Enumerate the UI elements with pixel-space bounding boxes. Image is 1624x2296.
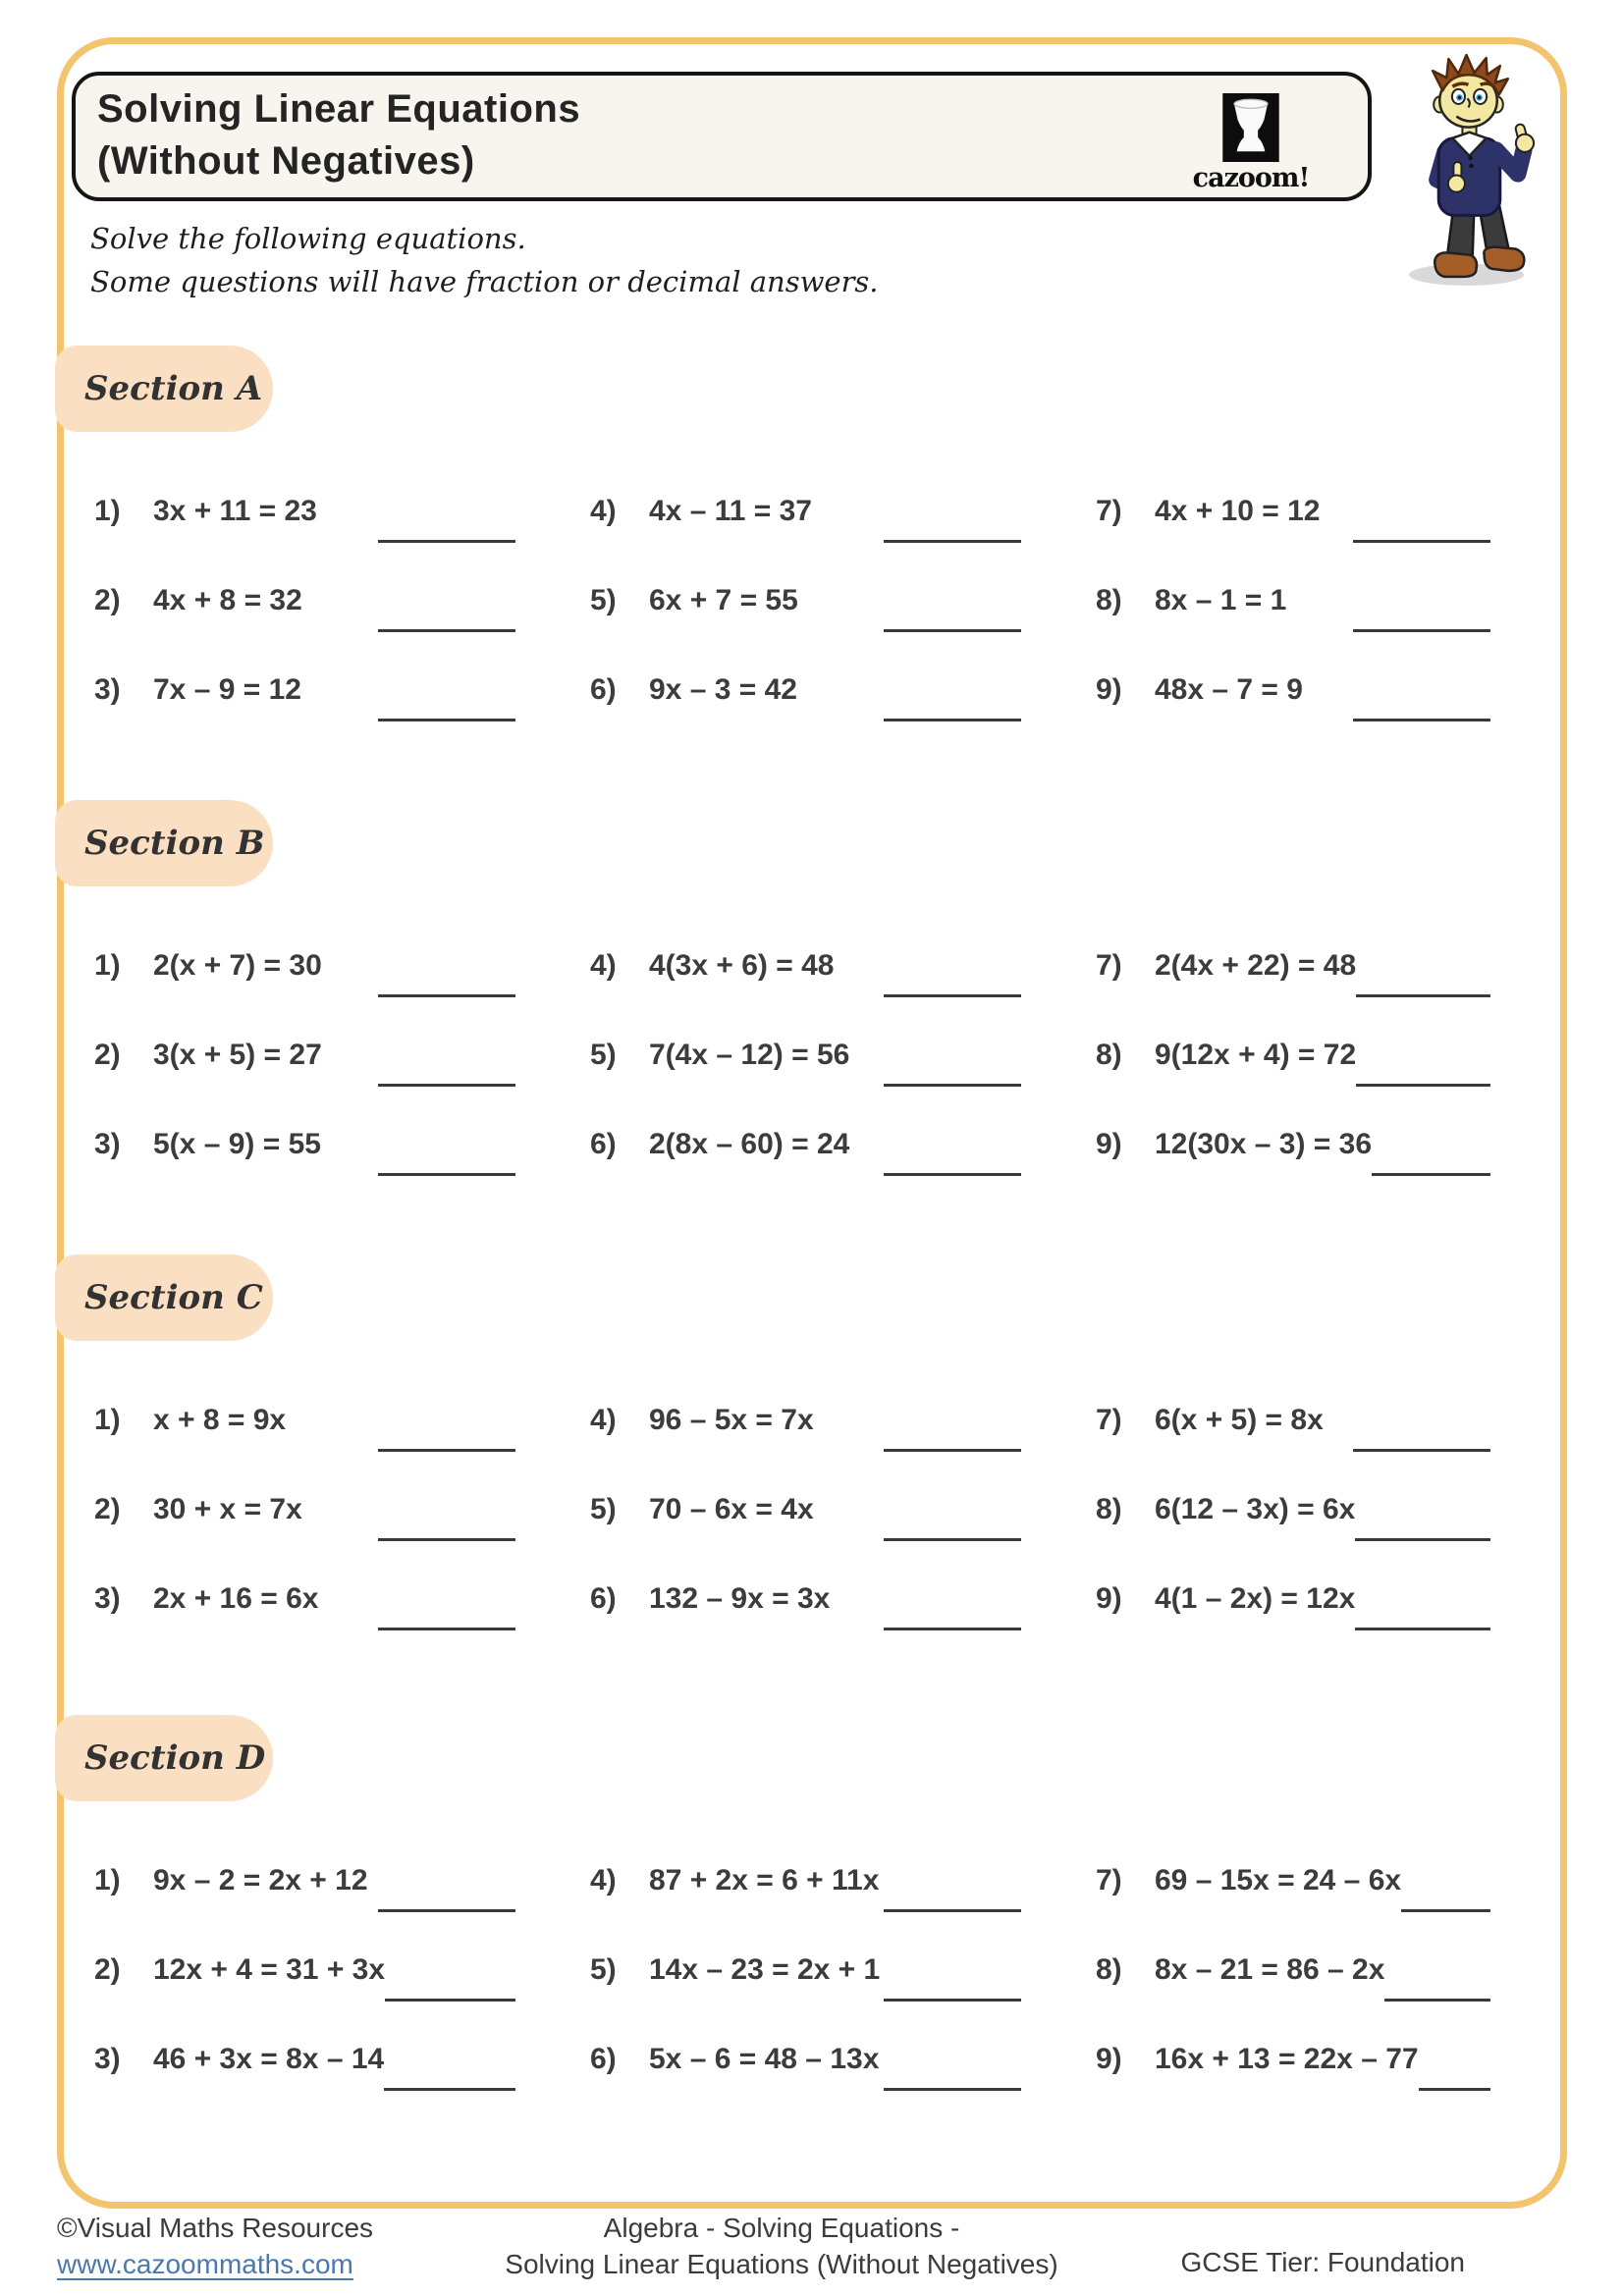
question: [590, 584, 1096, 645]
question-number: 4): [590, 495, 617, 527]
question: [1096, 2043, 1565, 2104]
footer-topic-line1: Algebra - Solving Equations -: [603, 2213, 960, 2243]
answer-line: [1419, 2088, 1490, 2091]
answer-line: [884, 994, 1021, 997]
question: [1096, 949, 1565, 1010]
question: [1096, 495, 1565, 556]
answer-line: [378, 719, 515, 721]
question: [94, 584, 590, 645]
question: [94, 1582, 590, 1643]
question: [590, 1864, 1096, 1925]
answer-line: [385, 1999, 515, 2002]
question-number: 3): [94, 2043, 121, 2075]
answer-line: [1355, 1538, 1490, 1541]
question: [590, 1404, 1096, 1465]
equation-text: 69 – 15x = 24 – 6x: [1155, 1864, 1402, 1896]
equation-text: 5(x – 9) = 55: [153, 1128, 321, 1160]
footer-topic: [389, 2211, 1174, 2283]
question-number: 6): [590, 673, 617, 706]
question-number: 7): [1096, 949, 1122, 982]
question: [1096, 673, 1565, 734]
question-number: 2): [94, 1953, 121, 1986]
instructions-line1: Solve the following equations.: [90, 222, 526, 255]
question-number: 9): [1096, 2043, 1122, 2075]
question: [94, 673, 590, 734]
footer-topic-line2: Solving Linear Equations (Without Negatives): [505, 2248, 1058, 2279]
answer-line: [884, 1999, 1021, 2002]
question-number: 3): [94, 1582, 121, 1615]
section-label: Section A: [55, 346, 273, 432]
question: [590, 673, 1096, 734]
question: [590, 1039, 1096, 1099]
question-number: 4): [590, 1404, 617, 1436]
question-number: 7): [1096, 495, 1122, 527]
equation-text: 4x + 8 = 32: [153, 584, 302, 616]
question-number: 6): [590, 2043, 617, 2075]
question-number: 8): [1096, 584, 1122, 616]
answer-line: [884, 1909, 1021, 1912]
equation-text: 2(4x + 22) = 48: [1155, 949, 1357, 982]
question-number: 5): [590, 1953, 617, 1986]
question-number: 8): [1096, 1039, 1122, 1071]
answer-line: [1353, 540, 1490, 543]
equation-text: 4x + 10 = 12: [1155, 495, 1321, 527]
section-label: Section B: [55, 800, 273, 886]
answer-line: [1355, 1628, 1490, 1630]
question: [590, 495, 1096, 556]
question-grid: [94, 949, 1565, 1189]
title-box: [72, 72, 1372, 201]
question: [1096, 1582, 1565, 1643]
equation-text: 12x + 4 = 31 + 3x: [153, 1953, 386, 1986]
equation-text: 8x – 1 = 1: [1155, 584, 1287, 616]
question-number: 2): [94, 1039, 121, 1071]
answer-line: [884, 1628, 1021, 1630]
answer-line: [884, 2088, 1021, 2091]
question: [94, 949, 590, 1010]
question: [1096, 1493, 1565, 1554]
question-number: 9): [1096, 1582, 1122, 1615]
question: [94, 1864, 590, 1925]
equation-text: 7(4x – 12) = 56: [649, 1039, 850, 1071]
logo-text: cazoom!: [1192, 163, 1310, 193]
question: [1096, 1128, 1565, 1189]
answer-line: [884, 1084, 1021, 1087]
equation-text: 30 + x = 7x: [153, 1493, 302, 1525]
question: [1096, 1953, 1565, 2014]
question-number: 8): [1096, 1493, 1122, 1525]
question: [94, 495, 590, 556]
equation-text: 70 – 6x = 4x: [649, 1493, 814, 1525]
footer-website-link[interactable]: www.cazoommaths.com: [57, 2248, 353, 2279]
equation-text: 46 + 3x = 8x – 14: [153, 2043, 385, 2075]
equation-text: 87 + 2x = 6 + 11x: [649, 1864, 880, 1896]
question-number: 7): [1096, 1404, 1122, 1436]
question: [590, 1953, 1096, 2014]
answer-line: [378, 1538, 515, 1541]
question: [1096, 1404, 1565, 1465]
equation-text: 3(x + 5) = 27: [153, 1039, 322, 1071]
answer-line: [884, 629, 1021, 632]
equation-text: 9(12x + 4) = 72: [1155, 1039, 1357, 1071]
answer-line: [884, 1538, 1021, 1541]
equation-text: 9x – 3 = 42: [649, 673, 797, 706]
equation-text: 7x – 9 = 12: [153, 673, 301, 706]
mascot-boy-illustration: [1396, 51, 1542, 289]
question-grid: [94, 495, 1565, 734]
equation-text: 8x – 21 = 86 – 2x: [1155, 1953, 1385, 1986]
question-number: 4): [590, 1864, 617, 1896]
equation-text: 12(30x – 3) = 36: [1155, 1128, 1373, 1160]
answer-line: [378, 1449, 515, 1452]
question-number: 1): [94, 1404, 121, 1436]
answer-line: [378, 1628, 515, 1630]
answer-line: [884, 719, 1021, 721]
question-number: 8): [1096, 1953, 1122, 1986]
equation-text: 2(8x – 60) = 24: [649, 1128, 850, 1160]
answer-line: [1353, 629, 1490, 632]
worksheet-title-line1: Solving Linear Equations: [97, 87, 581, 131]
equation-text: 48x – 7 = 9: [1155, 673, 1303, 706]
equation-text: 6x + 7 = 55: [649, 584, 798, 616]
question-grid: [94, 1864, 1565, 2104]
footer-tier: GCSE Tier: Foundation: [1180, 2247, 1465, 2277]
answer-line: [1353, 719, 1490, 721]
section-label: Section C: [55, 1255, 273, 1341]
answer-line: [378, 1084, 515, 1087]
question-number: 7): [1096, 1864, 1122, 1896]
question-number: 9): [1096, 673, 1122, 706]
equation-text: x + 8 = 9x: [153, 1404, 287, 1436]
question-number: 5): [590, 1493, 617, 1525]
question-number: 6): [590, 1128, 617, 1160]
section-label: Section D: [55, 1715, 273, 1801]
equation-text: 3x + 11 = 23: [153, 495, 317, 527]
equation-text: 2(x + 7) = 30: [153, 949, 322, 982]
answer-line: [1356, 994, 1490, 997]
question: [1096, 1864, 1565, 1925]
equation-text: 4(1 – 2x) = 12x: [1155, 1582, 1356, 1615]
answer-line: [884, 540, 1021, 543]
footer-copyright: ©Visual Maths Resources: [57, 2213, 374, 2243]
equation-text: 4(3x + 6) = 48: [649, 949, 835, 982]
answer-line: [884, 1449, 1021, 1452]
question-number: 5): [590, 1039, 617, 1071]
answer-line: [378, 1173, 515, 1176]
answer-line: [378, 994, 515, 997]
answer-line: [378, 629, 515, 632]
question-number: 2): [94, 584, 121, 616]
question: [94, 1404, 590, 1465]
question-number: 6): [590, 1582, 617, 1615]
equation-text: 96 – 5x = 7x: [649, 1404, 814, 1436]
drum-icon: [1220, 93, 1281, 162]
equation-text: 16x + 13 = 22x – 77: [1155, 2043, 1419, 2075]
answer-line: [1356, 1084, 1490, 1087]
equation-text: 9x – 2 = 2x + 12: [153, 1864, 368, 1896]
equation-text: 4x – 11 = 37: [649, 495, 812, 527]
instructions-line2: Some questions will have fraction or decimal answers.: [90, 264, 879, 298]
equation-text: 5x – 6 = 48 – 13x: [649, 2043, 880, 2075]
question-number: 1): [94, 949, 121, 982]
question: [94, 1039, 590, 1099]
question-number: 2): [94, 1493, 121, 1525]
question: [590, 2043, 1096, 2104]
question-grid: [94, 1404, 1565, 1643]
question: [1096, 1039, 1565, 1099]
cazoom-logo: [1177, 93, 1325, 193]
question: [94, 1953, 590, 2014]
equation-text: 132 – 9x = 3x: [649, 1582, 831, 1615]
equation-text: 6(12 – 3x) = 6x: [1155, 1493, 1356, 1525]
answer-line: [378, 1909, 515, 1912]
answer-line: [1353, 1449, 1490, 1452]
worksheet-title: [97, 83, 580, 187]
answer-line: [378, 540, 515, 543]
question-number: 5): [590, 584, 617, 616]
question: [1096, 584, 1565, 645]
question-number: 3): [94, 673, 121, 706]
question: [590, 1582, 1096, 1643]
question-number: 4): [590, 949, 617, 982]
question: [94, 1493, 590, 1554]
answer-line: [1401, 1909, 1490, 1912]
question-number: 1): [94, 1864, 121, 1896]
equation-text: 14x – 23 = 2x + 1: [649, 1953, 881, 1986]
equation-text: 6(x + 5) = 8x: [1155, 1404, 1324, 1436]
question: [590, 1493, 1096, 1554]
question: [94, 1128, 590, 1189]
question: [590, 949, 1096, 1010]
worksheet-title-line2: (Without Negatives): [97, 139, 475, 184]
question: [94, 2043, 590, 2104]
footer-left: [57, 2211, 373, 2283]
question-number: 3): [94, 1128, 121, 1160]
answer-line: [384, 2088, 515, 2091]
instructions: [90, 218, 879, 303]
question-number: 9): [1096, 1128, 1122, 1160]
answer-line: [1384, 1999, 1490, 2002]
answer-line: [1372, 1173, 1490, 1176]
answer-line: [884, 1173, 1021, 1176]
question: [590, 1128, 1096, 1189]
question-number: 1): [94, 495, 121, 527]
equation-text: 2x + 16 = 6x: [153, 1582, 319, 1615]
